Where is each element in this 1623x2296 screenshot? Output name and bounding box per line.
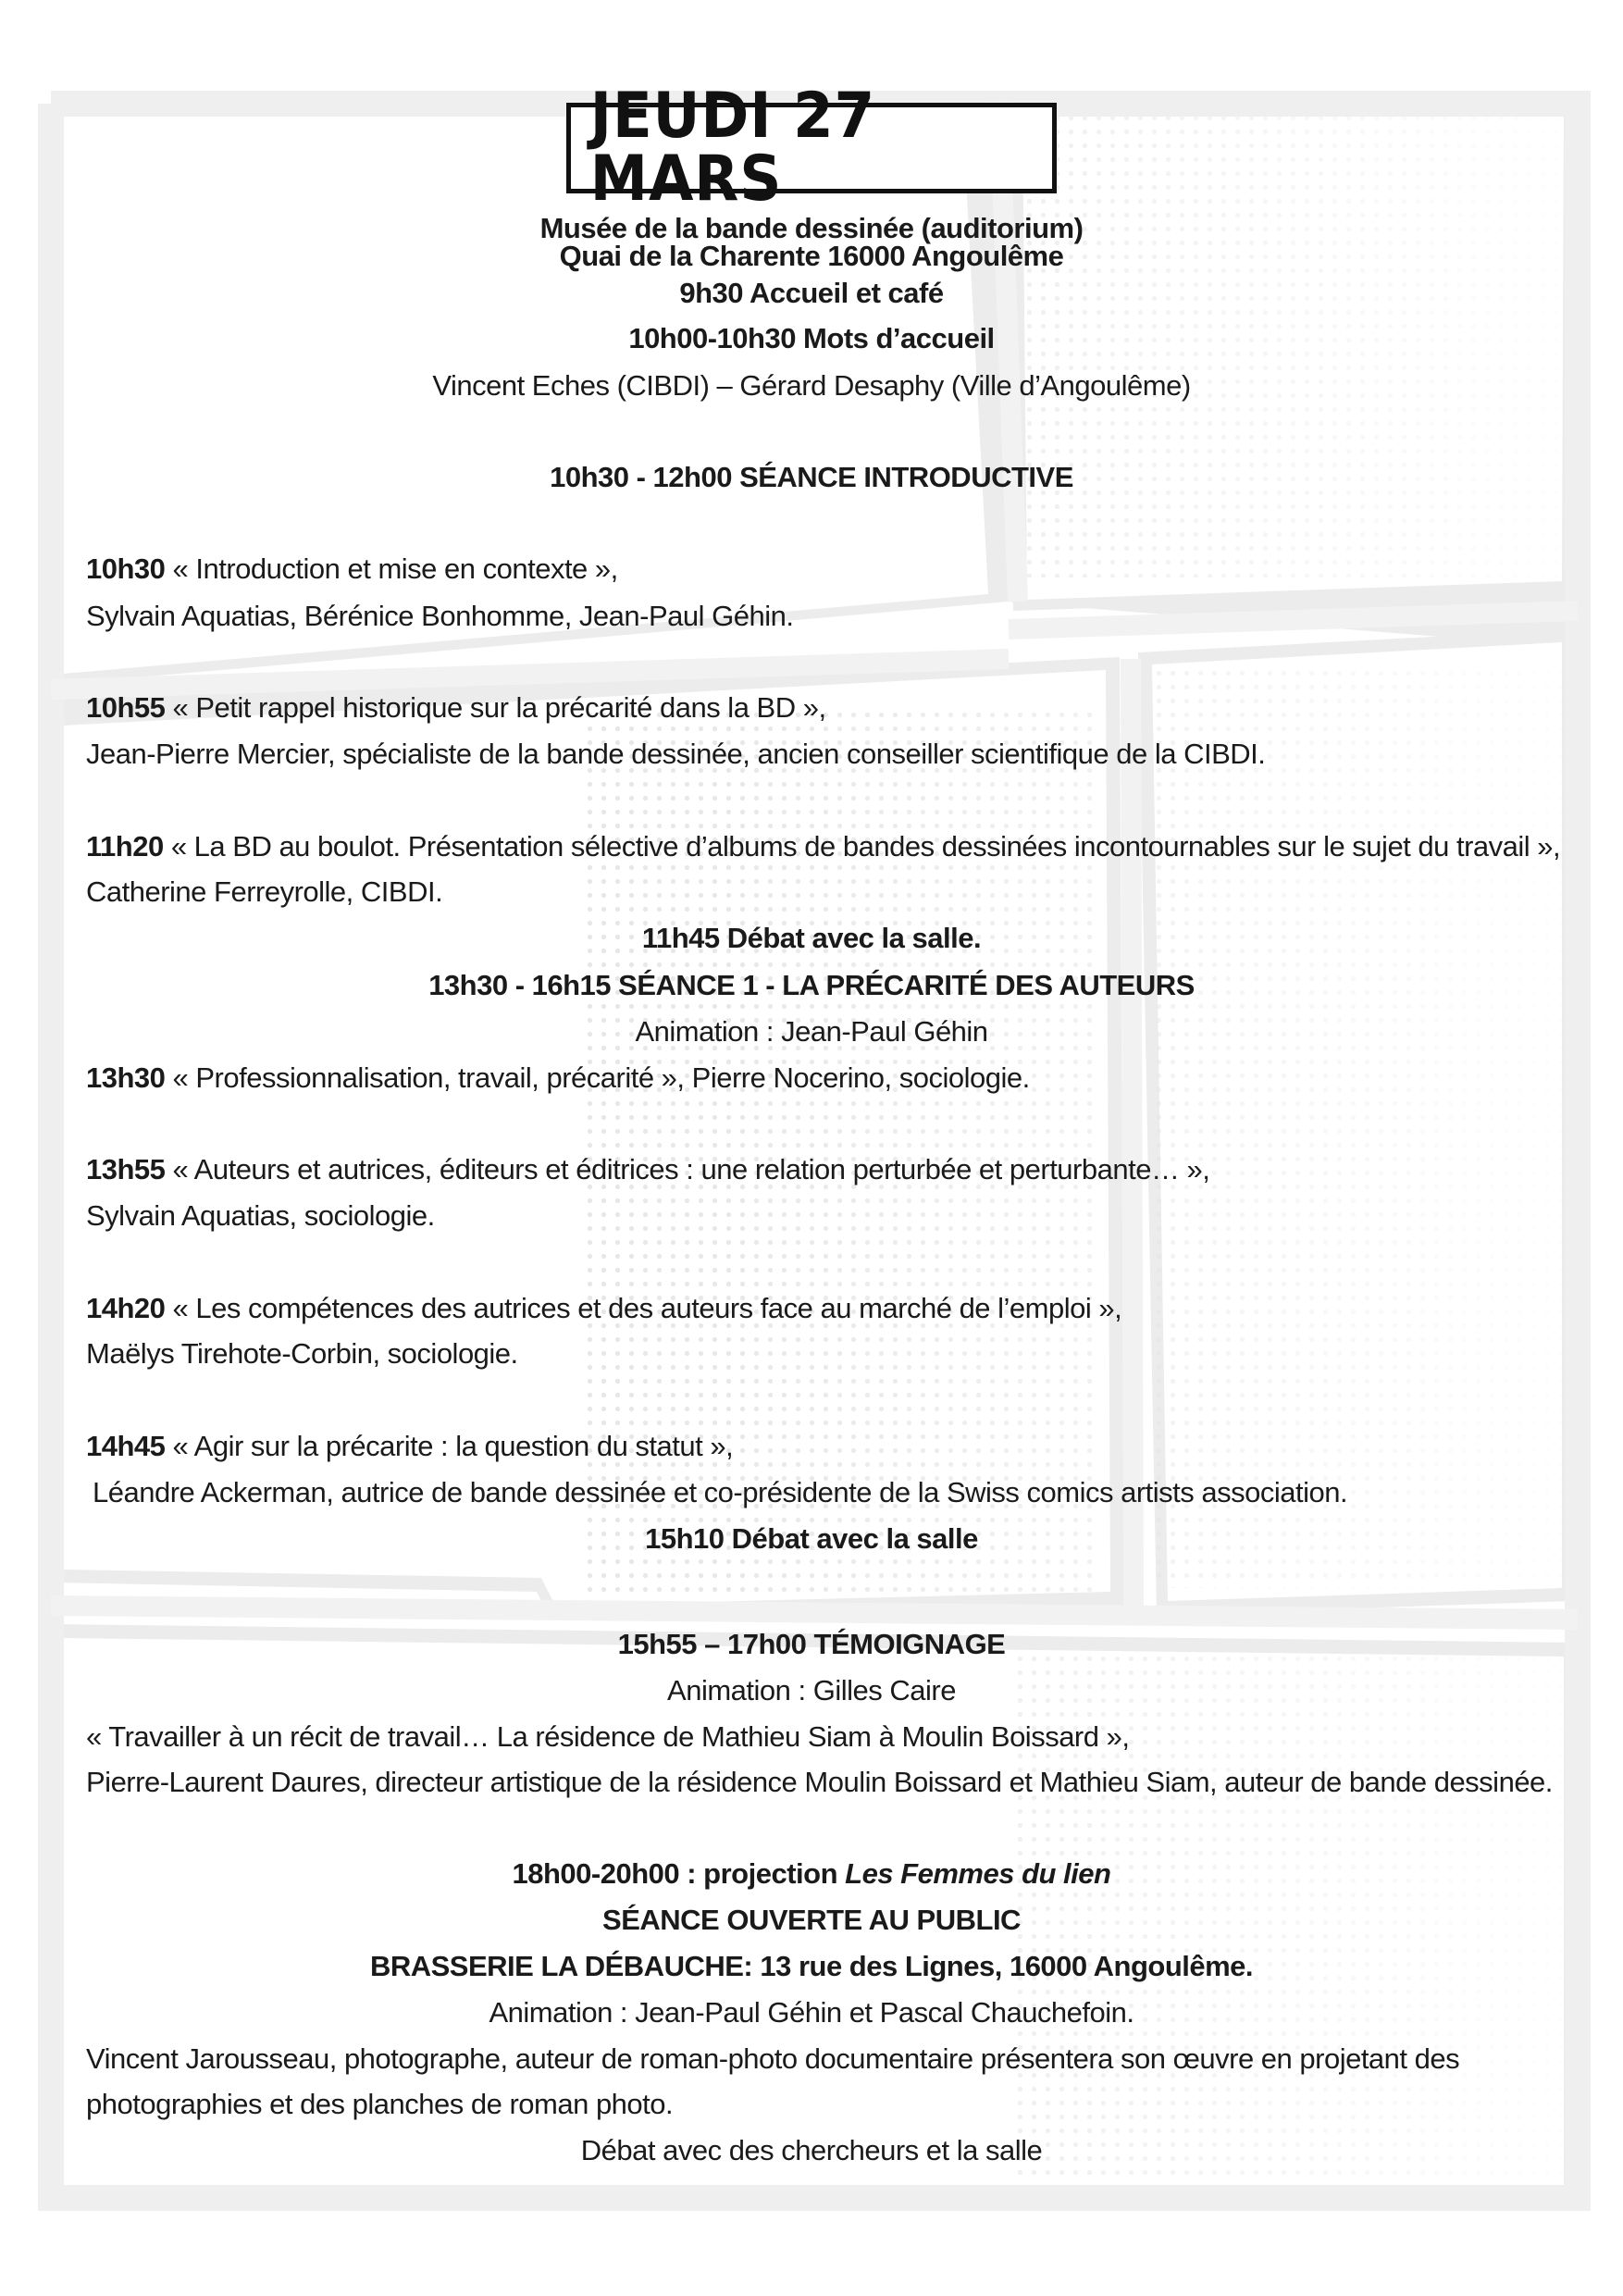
talk-title: « Les compétences des autrices et des auteurs face au marché de l’emploi »,: [165, 1292, 1122, 1324]
evening-animation: Animation : Jean-Paul Géhin et Pascal Chauchefoin.: [489, 1996, 1134, 2029]
talk-speakers: Sylvain Aquatias, sociologie.: [86, 1199, 435, 1232]
evening-location: BRASSERIE LA DÉBAUCHE: 13 rue des Lignes, 16000 Angoulême.: [369, 1950, 1254, 1982]
evening-debate: Débat avec des chercheurs et la salle: [580, 2134, 1043, 2166]
talk-time: 13h30: [86, 1061, 166, 1094]
session1-debate: 15h10 Débat avec la salle: [645, 1522, 978, 1555]
talk-speakers: Jean-Pierre Mercier, spécialiste de la bande dessinée, ancien conseiller scientifique de la CIBDI.: [86, 738, 1266, 770]
evening-description-line-2: photographies et des planches de roman photo.: [86, 2088, 674, 2120]
venue-line-1: Musée de la bande dessinée (auditorium): [539, 212, 1084, 244]
intro-debate: 11h45 Débat avec la salle.: [641, 922, 982, 954]
evening-heading-prefix: 18h00-20h00 : projection: [512, 1857, 846, 1890]
talk-speakers: Catherine Ferreyrolle, CIBDI.: [86, 875, 443, 908]
talk-title: « Petit rappel historique sur la précarité dans la BD »,: [165, 691, 826, 724]
talk-title: « Auteurs et autrices, éditeurs et éditrices : une relation perturbée et perturbante… »,: [165, 1153, 1210, 1185]
talk-title: « Agir sur la précarite : la question du statut »,: [165, 1430, 734, 1462]
testimony-heading: 15h55 – 17h00 TÉMOIGNAGE: [617, 1628, 1006, 1660]
evening-description-line-1: Vincent Jarousseau, photographe, auteur de roman-photo documentaire présentera son œuvre en projetant des: [86, 2042, 1460, 2075]
day-title-box: [566, 80, 1057, 216]
welcome-time: 9h30 Accueil et café: [679, 277, 944, 309]
venue-line-2: Quai de la Charente 16000 Angoulême: [559, 240, 1064, 272]
intro-session-heading: 10h30 - 12h00 SÉANCE INTRODUCTIVE: [550, 461, 1073, 493]
session1-heading: 13h30 - 16h15 SÉANCE 1 - LA PRÉCARITÉ DES AUTEURS: [428, 969, 1195, 1001]
talk-time: 14h20: [86, 1292, 166, 1324]
public-session-label: SÉANCE OUVERTE AU PUBLIC: [602, 1904, 1021, 1936]
talk-time: 13h55: [86, 1153, 166, 1185]
talk-speakers: Sylvain Aquatias, Bérénice Bonhomme, Jean-Paul Géhin.: [86, 600, 794, 632]
talk-title: « La BD au boulot. Présentation sélective d’albums de bandes dessinées incontournables sur le sujet du travail »,: [163, 830, 1561, 863]
talk-entry: [86, 1428, 733, 1465]
talk-entry: [86, 1060, 1030, 1097]
talk-speakers: Léandre Ackerman, autrice de bande dessinée et co-présidente de la Swiss comics artists association.: [93, 1476, 1348, 1508]
testimony-speakers: Pierre-Laurent Daures, directeur artistique de la résidence Moulin Boissard et Mathieu Siam, auteur de bande dessinée.: [86, 1766, 1553, 1798]
talk-entry: [86, 551, 618, 588]
talk-entry: [86, 1290, 1121, 1327]
session1-animation: Animation : Jean-Paul Géhin: [635, 1015, 988, 1048]
testimony-title: « Travailler à un récit de travail… La résidence de Mathieu Siam à Moulin Boissard »,: [86, 1720, 1130, 1753]
day-title: JEUDI 27 MARS: [589, 80, 876, 216]
evening-heading: [0, 1855, 1623, 1893]
talk-time: 11h20: [86, 830, 164, 863]
talk-title: « Professionnalisation, travail, précarité », Pierre Nocerino, sociologie.: [165, 1061, 1030, 1094]
talk-time: 14h45: [86, 1430, 166, 1462]
testimony-animation: Animation : Gilles Caire: [667, 1674, 956, 1706]
talk-entry: [86, 828, 1560, 865]
talk-entry: [86, 689, 826, 726]
talk-time: 10h55: [86, 691, 166, 724]
film-title: Les Femmes du lien: [845, 1857, 1111, 1890]
talk-speakers: Maëlys Tirehote-Corbin, sociologie.: [86, 1337, 518, 1370]
opening-speakers: Vincent Eches (CIBDI) – Gérard Desaphy (Ville d’Angoulême): [432, 369, 1191, 402]
talk-time: 10h30: [86, 552, 166, 585]
opening-words: 10h00-10h30 Mots d’accueil: [628, 322, 995, 354]
talk-title: « Introduction et mise en contexte »,: [165, 552, 618, 585]
talk-entry: [86, 1151, 1209, 1188]
